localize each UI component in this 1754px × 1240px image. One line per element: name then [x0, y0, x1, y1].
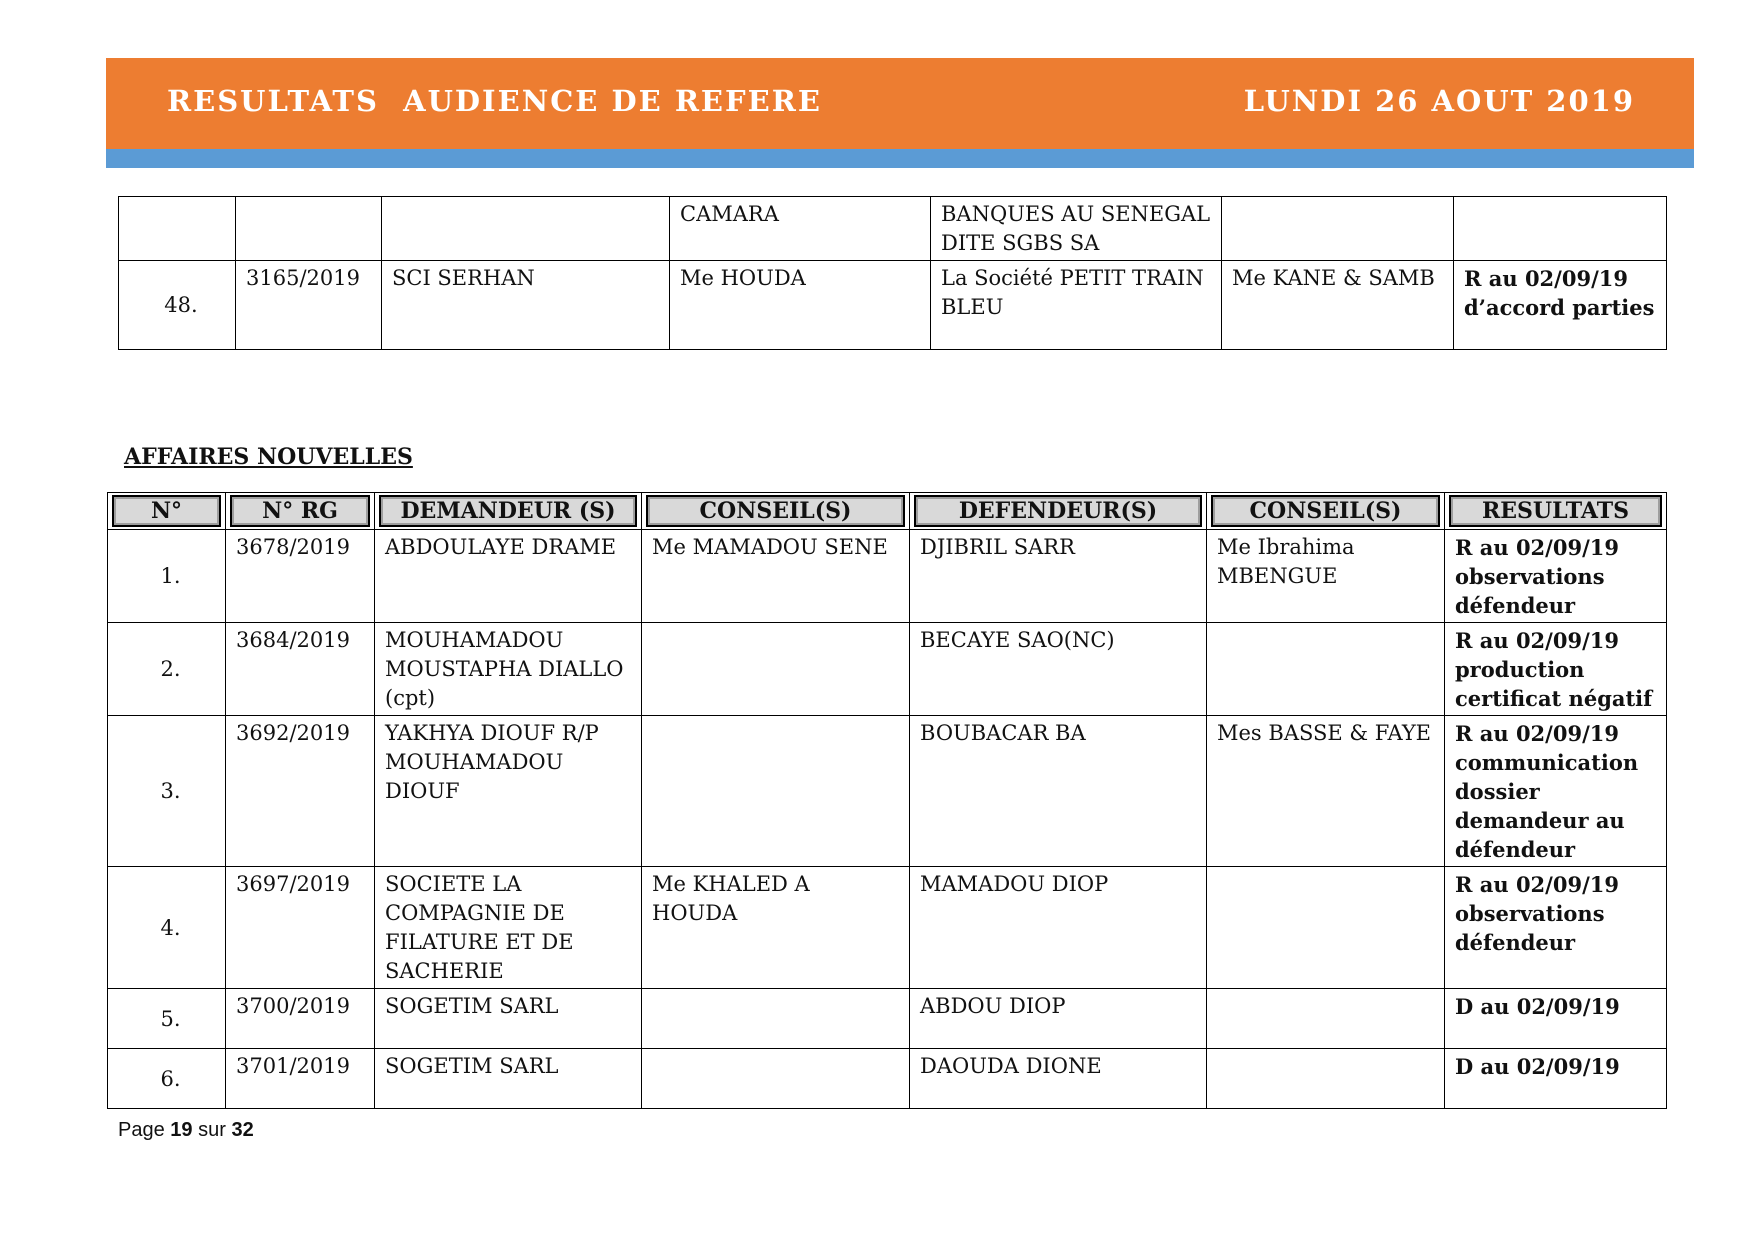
case-number: 3.	[108, 716, 226, 867]
case-plaintiff: SCI SERHAN	[382, 261, 670, 350]
case-plaintiff: MOUHAMADOU MOUSTAPHA DIALLO (cpt)	[375, 623, 642, 716]
case-number: 1.	[108, 530, 226, 623]
table-row	[108, 867, 1667, 989]
column-header-defendant: DEFENDEUR(S)	[914, 495, 1202, 527]
hearing-date: LUNDI 26 AOUT 2019	[1243, 84, 1635, 118]
table-row	[108, 623, 1667, 716]
case-rg: 3165/2019	[236, 261, 382, 350]
case-plaintiff: ABDOULAYE DRAME	[375, 530, 642, 623]
case-defendant-counsel	[1207, 989, 1445, 1049]
column-header-results: RESULTATS	[1449, 495, 1662, 527]
case-plaintiff-counsel: CAMARA	[670, 197, 931, 261]
column-header-plaintiff-counsel: CONSEIL(S)	[646, 495, 905, 527]
case-plaintiff: YAKHYA DIOUF R/P MOUHAMADOU DIOUF	[375, 716, 642, 867]
case-plaintiff-counsel: Me KHALED A HOUDA	[642, 867, 910, 989]
case-rg: 3697/2019	[226, 867, 375, 989]
table-row	[108, 530, 1667, 623]
case-defendant: DJIBRIL SARR	[910, 530, 1207, 623]
case-defendant-counsel	[1207, 867, 1445, 989]
case-defendant: ABDOU DIOP	[910, 989, 1207, 1049]
case-plaintiff: SOCIETE LA COMPAGNIE DE FILATURE ET DE SACHERIE	[375, 867, 642, 989]
footer-page-number: 19	[170, 1119, 193, 1141]
table-row	[119, 261, 1667, 350]
case-plaintiff	[382, 197, 670, 261]
table-row	[108, 989, 1667, 1049]
case-defendant: MAMADOU DIOP	[910, 867, 1207, 989]
case-defendant: BOUBACAR BA	[910, 716, 1207, 867]
case-plaintiff-counsel	[642, 1049, 910, 1109]
page-title: RESULTATS AUDIENCE DE REFERE	[167, 84, 822, 118]
case-plaintiff-counsel	[642, 989, 910, 1049]
footer-page-total: 32	[231, 1119, 254, 1141]
table-row	[119, 197, 1667, 261]
table-row	[108, 1049, 1667, 1109]
case-rg	[236, 197, 382, 261]
case-defendant-counsel: Mes BASSE & FAYE	[1207, 716, 1445, 867]
case-number	[119, 197, 236, 261]
case-number: 5.	[108, 989, 226, 1049]
case-rg: 3678/2019	[226, 530, 375, 623]
case-plaintiff-counsel: Me HOUDA	[670, 261, 931, 350]
case-result	[1454, 197, 1667, 261]
case-result: R au 02/09/19 observations défendeur	[1445, 867, 1667, 989]
case-defendant-counsel	[1207, 1049, 1445, 1109]
case-result: R au 02/09/19 observations défendeur	[1445, 530, 1667, 623]
case-rg: 3701/2019	[226, 1049, 375, 1109]
column-header-defendant-counsel: CONSEIL(S)	[1211, 495, 1440, 527]
column-header-plaintiff: DEMANDEUR (S)	[379, 495, 637, 527]
case-number: 6.	[108, 1049, 226, 1109]
case-plaintiff-counsel	[642, 623, 910, 716]
case-result: D au 02/09/19	[1445, 1049, 1667, 1109]
case-plaintiff: SOGETIM SARL	[375, 1049, 642, 1109]
case-defendant: BECAYE SAO(NC)	[910, 623, 1207, 716]
case-rg: 3692/2019	[226, 716, 375, 867]
column-header-rg: N° RG	[230, 495, 370, 527]
case-defendant-counsel: Me Ibrahima MBENGUE	[1207, 530, 1445, 623]
footer-prefix: Page	[118, 1119, 165, 1141]
section-title: AFFAIRES NOUVELLES	[124, 444, 413, 470]
case-defendant: BANQUES AU SENEGAL DITE SGBS SA	[931, 197, 1222, 261]
column-header-num: N°	[112, 495, 221, 527]
case-defendant: La Société PETIT TRAIN BLEU	[931, 261, 1222, 350]
continued-cases-table	[118, 196, 1667, 350]
new-cases-table	[107, 492, 1667, 1109]
case-number: 4.	[108, 867, 226, 989]
case-number: 48.	[119, 261, 236, 350]
case-result: D au 02/09/19	[1445, 989, 1667, 1049]
case-plaintiff: SOGETIM SARL	[375, 989, 642, 1049]
case-result: R au 02/09/19 communication dossier demandeur au défendeur	[1445, 716, 1667, 867]
case-rg: 3684/2019	[226, 623, 375, 716]
case-defendant-counsel	[1222, 197, 1454, 261]
footer-separator: sur	[198, 1119, 226, 1141]
case-result: R au 02/09/19 d’accord parties	[1454, 261, 1667, 350]
case-defendant: DAOUDA DIONE	[910, 1049, 1207, 1109]
table-row	[108, 716, 1667, 867]
case-plaintiff-counsel: Me MAMADOU SENE	[642, 530, 910, 623]
table-header-row	[108, 493, 1667, 530]
case-number: 2.	[108, 623, 226, 716]
page-footer	[118, 1119, 254, 1142]
header-stripe	[106, 149, 1694, 168]
case-defendant-counsel: Me KANE & SAMB	[1222, 261, 1454, 350]
case-rg: 3700/2019	[226, 989, 375, 1049]
case-plaintiff-counsel	[642, 716, 910, 867]
case-defendant-counsel	[1207, 623, 1445, 716]
case-result: R au 02/09/19 production certificat négatif	[1445, 623, 1667, 716]
